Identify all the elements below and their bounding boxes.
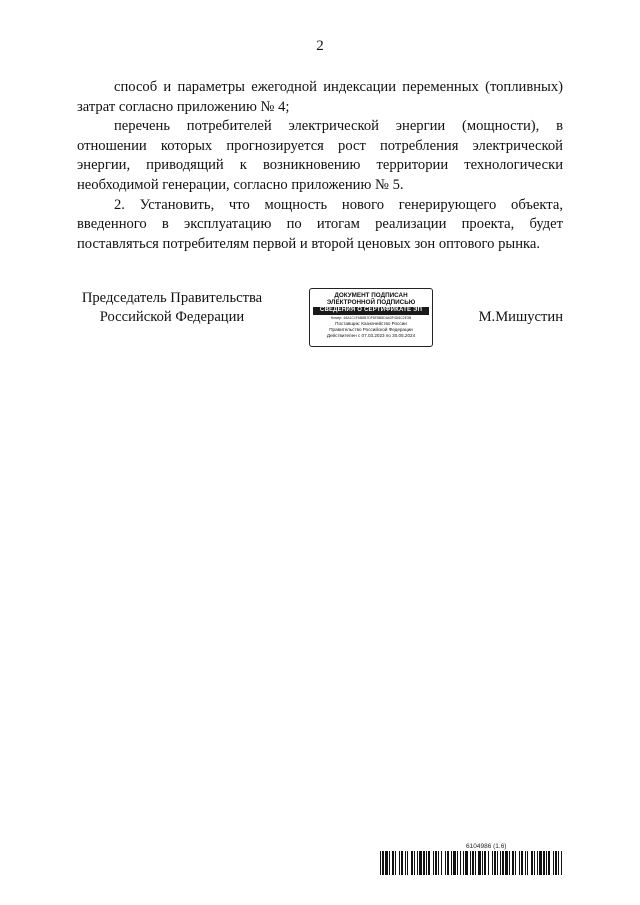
stamp-issuer: Поставщик: Казначейство России <box>335 320 407 326</box>
stamp-heading-line2: ЭЛЕКТРОННОЙ ПОДПИСЬЮ <box>326 299 416 306</box>
stamp-serial: Номер: 46A1C1F6B8B7DF8F8B8DA63F4D6C2E3B <box>330 315 412 320</box>
stamp-heading <box>310 292 432 306</box>
stamp-heading-line1: ДОКУМЕНТ ПОДПИСАН <box>334 292 408 299</box>
paragraph-indexation: способ и параметры ежегодной индексации переменных (топливных) затрат согласно приложению № 4; <box>77 79 563 115</box>
electronic-signature-stamp <box>309 288 433 347</box>
stamp-certificate-bar: СВЕДЕНИЯ О СЕРТИФИКАТЕ ЭП <box>313 307 429 315</box>
signatory-title <box>77 289 267 327</box>
stamp-owner: Правительство Российской Федерации <box>329 326 413 332</box>
signatory-name: М.Мишустин <box>478 309 563 325</box>
signatory-title-line2: Российской Федерации <box>99 309 245 325</box>
signatory-title-line1: Председатель Правительства <box>81 290 263 306</box>
barcode-image <box>380 851 564 875</box>
stamp-validity: Действителен с 07.03.2023 по 30.05.2024 <box>326 332 416 338</box>
document-body <box>77 78 563 254</box>
barcode-caption: 6104986 (1.6) <box>466 843 507 850</box>
paragraph-clause-2: 2. Установить, что мощность нового генерирующего объекта, введенного в эксплуатацию по итогам реализации проекта, будет поставляться потребителям первой и второй ценовых зон оптового рынка. <box>77 196 563 252</box>
page-number: 2 <box>316 38 324 54</box>
paragraph-consumers: перечень потребителей электрической энергии (мощности), в отношении которых прогнозируется рост потребления электрической энергии, приводящий к возникновению территории технологически необходимой генерации, согласно приложению № 5. <box>77 118 563 193</box>
